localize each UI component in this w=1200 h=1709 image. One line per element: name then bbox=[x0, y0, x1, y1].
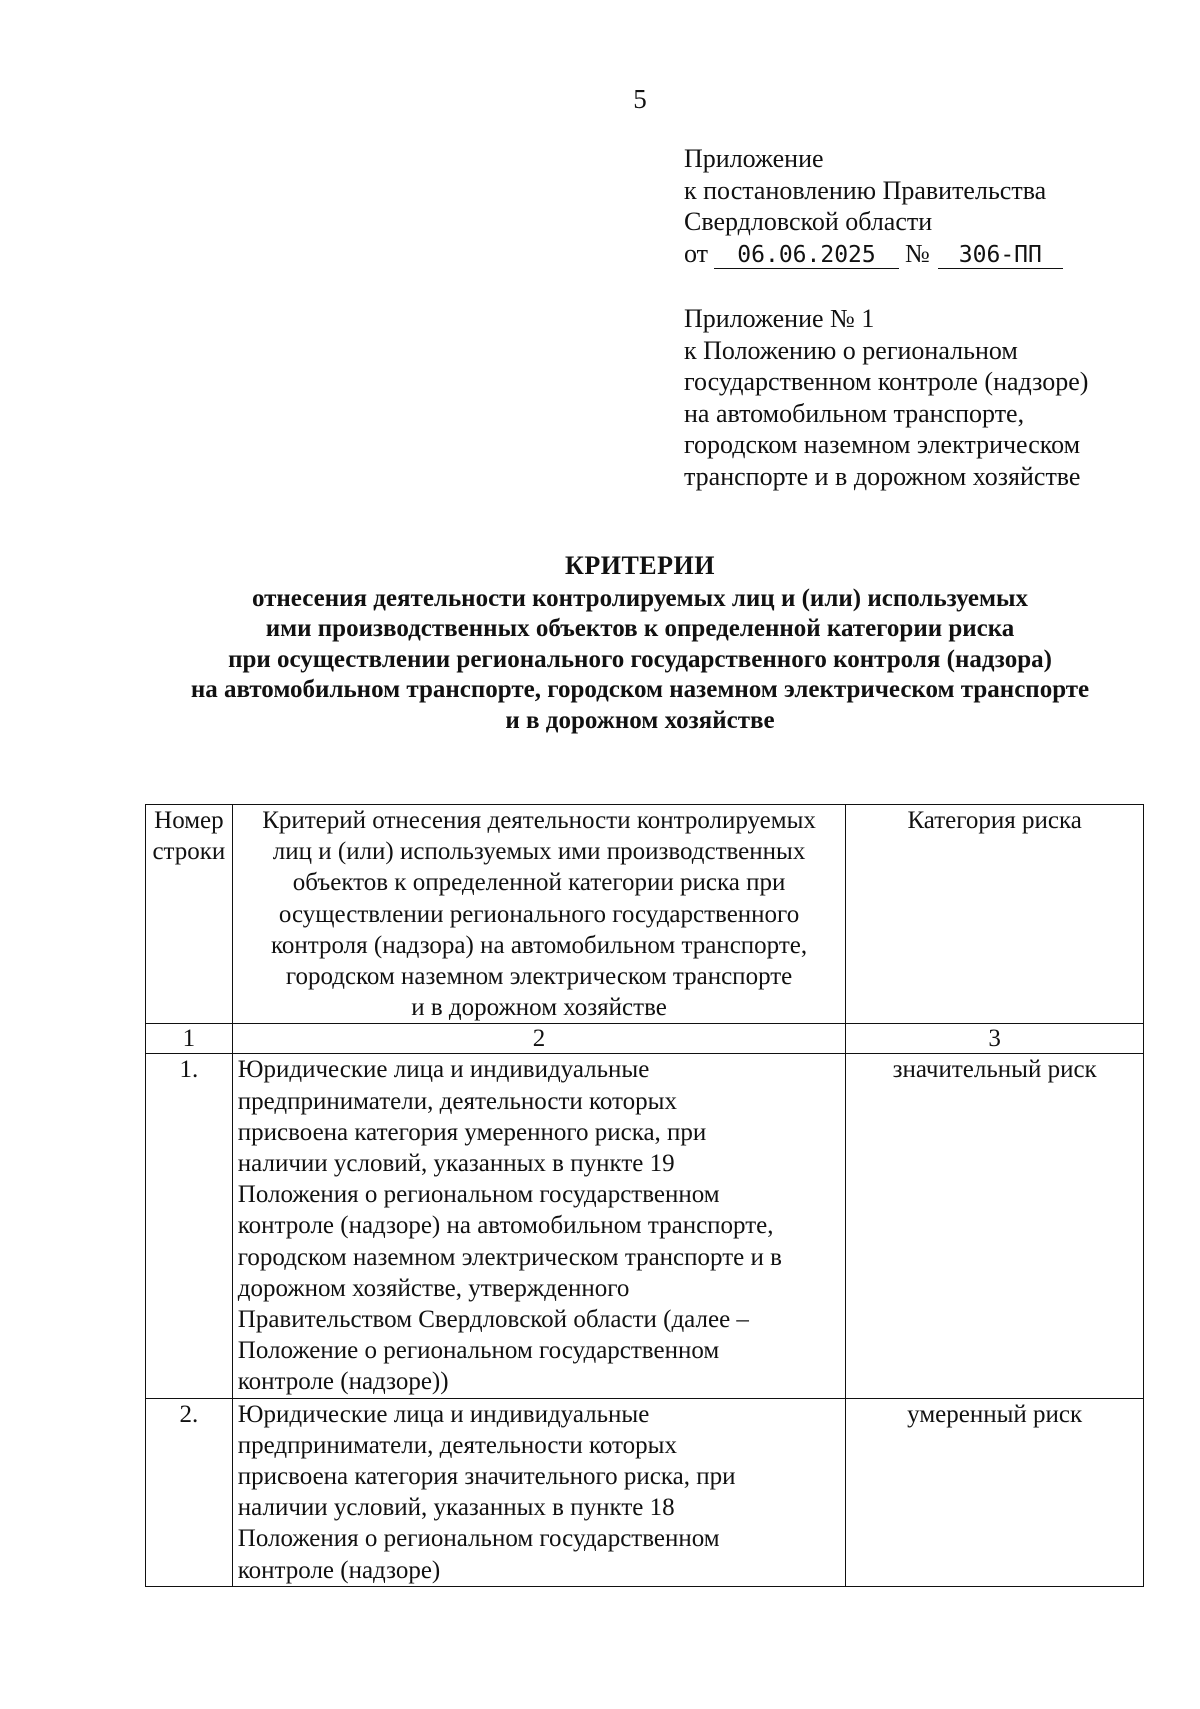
header-text: строки bbox=[152, 838, 226, 866]
page-number: 5 bbox=[633, 84, 647, 114]
header-text: объектов к определенной категории риска при bbox=[292, 869, 786, 897]
header-text: лиц и (или) используемых ими производственных bbox=[272, 838, 806, 866]
date-prefix: от bbox=[684, 238, 709, 268]
index-cell: 1 bbox=[146, 1024, 233, 1054]
row-number: 2. bbox=[146, 1398, 233, 1586]
appendix-header-line: к постановлению Правительства bbox=[684, 175, 1047, 205]
criterion-line: дорожном хозяйстве, утвержденного bbox=[237, 1274, 630, 1302]
title-main: КРИТЕРИИ bbox=[565, 551, 715, 580]
decree-number: 306-ПП bbox=[938, 242, 1063, 269]
appendix-1-line: государственном контроле (надзоре) bbox=[684, 367, 1089, 396]
header-text: контроля (надзора) на автомобильном транспорте, bbox=[270, 931, 808, 959]
number-prefix: № bbox=[905, 238, 930, 268]
appendix-1-line: на автомобильном транспорте, bbox=[684, 398, 1025, 428]
title-line: отнесения деятельности контролируемых лиц и (или) используемых bbox=[251, 584, 1029, 612]
title-line: и в дорожном хозяйстве bbox=[505, 706, 775, 734]
row-risk-category: значительный риск bbox=[846, 1054, 1144, 1398]
criterion-line: контроле (надзоре)) bbox=[237, 1368, 449, 1396]
criterion-line: наличии условий, указанных в пункте 19 bbox=[237, 1150, 675, 1178]
criterion-line: присвоена категория умеренного риска, при bbox=[237, 1118, 707, 1146]
criterion-line: контроле (надзоре) на автомобильном транспорте, bbox=[237, 1212, 774, 1240]
header-text: Критерий отнесения деятельности контролируемых bbox=[262, 807, 816, 834]
row-criterion bbox=[232, 1054, 846, 1398]
criterion-line: предприниматели, деятельности которых bbox=[237, 1087, 677, 1115]
criterion-line: городском наземном электрическом транспорте и в bbox=[237, 1243, 782, 1271]
appendix-1-line: Приложение № 1 bbox=[684, 304, 875, 333]
title-line: ими производственных объектов к определенной категории риска bbox=[265, 615, 1015, 642]
header-text: Номер bbox=[154, 807, 224, 834]
row-number: 1. bbox=[146, 1054, 233, 1398]
criterion-line: присвоена категория значительного риска, при bbox=[237, 1463, 736, 1491]
appendix-header bbox=[684, 143, 1063, 269]
criterion-line: Юридические лица и индивидуальные bbox=[237, 1400, 650, 1428]
title-line: на автомобильном транспорте, городском наземном электрическом транспорте bbox=[190, 676, 1090, 703]
document-title bbox=[60, 551, 1200, 736]
header-row-number bbox=[146, 805, 233, 1024]
criterion-line: Правительством Свердловской области (далее – bbox=[237, 1306, 749, 1334]
table-row bbox=[146, 1398, 1144, 1586]
criterion-line: предприниматели, деятельности которых bbox=[237, 1431, 677, 1459]
header-criterion bbox=[232, 805, 846, 1024]
appendix-1-line: к Положению о региональном bbox=[684, 335, 1018, 365]
header-text: городском наземном электрическом транспорте bbox=[285, 963, 793, 991]
title-line: при осуществлении регионального государственного контроля (надзора) bbox=[228, 645, 1052, 673]
criterion-line: наличии условий, указанных в пункте 18 bbox=[237, 1494, 675, 1522]
criterion-line: Положение о региональном государственном bbox=[237, 1337, 720, 1365]
index-cell: 3 bbox=[846, 1024, 1144, 1054]
table-index-row bbox=[146, 1024, 1144, 1054]
header-text: осуществлении регионального государственного bbox=[278, 900, 800, 928]
row-risk-category: умеренный риск bbox=[846, 1398, 1144, 1586]
row-criterion bbox=[232, 1398, 846, 1586]
criterion-line: Положения о региональном государственном bbox=[237, 1525, 720, 1553]
appendix-1-header bbox=[684, 303, 1088, 492]
criterion-line: Положения о региональном государственном bbox=[237, 1181, 720, 1209]
criteria-table bbox=[145, 804, 1144, 1587]
index-cell: 2 bbox=[232, 1024, 846, 1054]
table-row bbox=[146, 1054, 1144, 1398]
criterion-line: Юридические лица и индивидуальные bbox=[237, 1056, 650, 1084]
table-header-row bbox=[146, 805, 1144, 1024]
appendix-header-line: Приложение bbox=[684, 144, 824, 173]
appendix-1-line: городском наземном электрическом bbox=[684, 430, 1081, 459]
criterion-line: контроле (надзоре) bbox=[237, 1556, 441, 1584]
appendix-1-line: транспорте и в дорожном хозяйстве bbox=[684, 461, 1081, 491]
appendix-header-line: Свердловской области bbox=[684, 207, 933, 236]
decree-date: 06.06.2025 bbox=[714, 242, 899, 269]
header-text: и в дорожном хозяйстве bbox=[411, 994, 667, 1022]
header-risk-category: Категория риска bbox=[846, 805, 1144, 1024]
decree-date-number-line bbox=[684, 238, 1063, 270]
